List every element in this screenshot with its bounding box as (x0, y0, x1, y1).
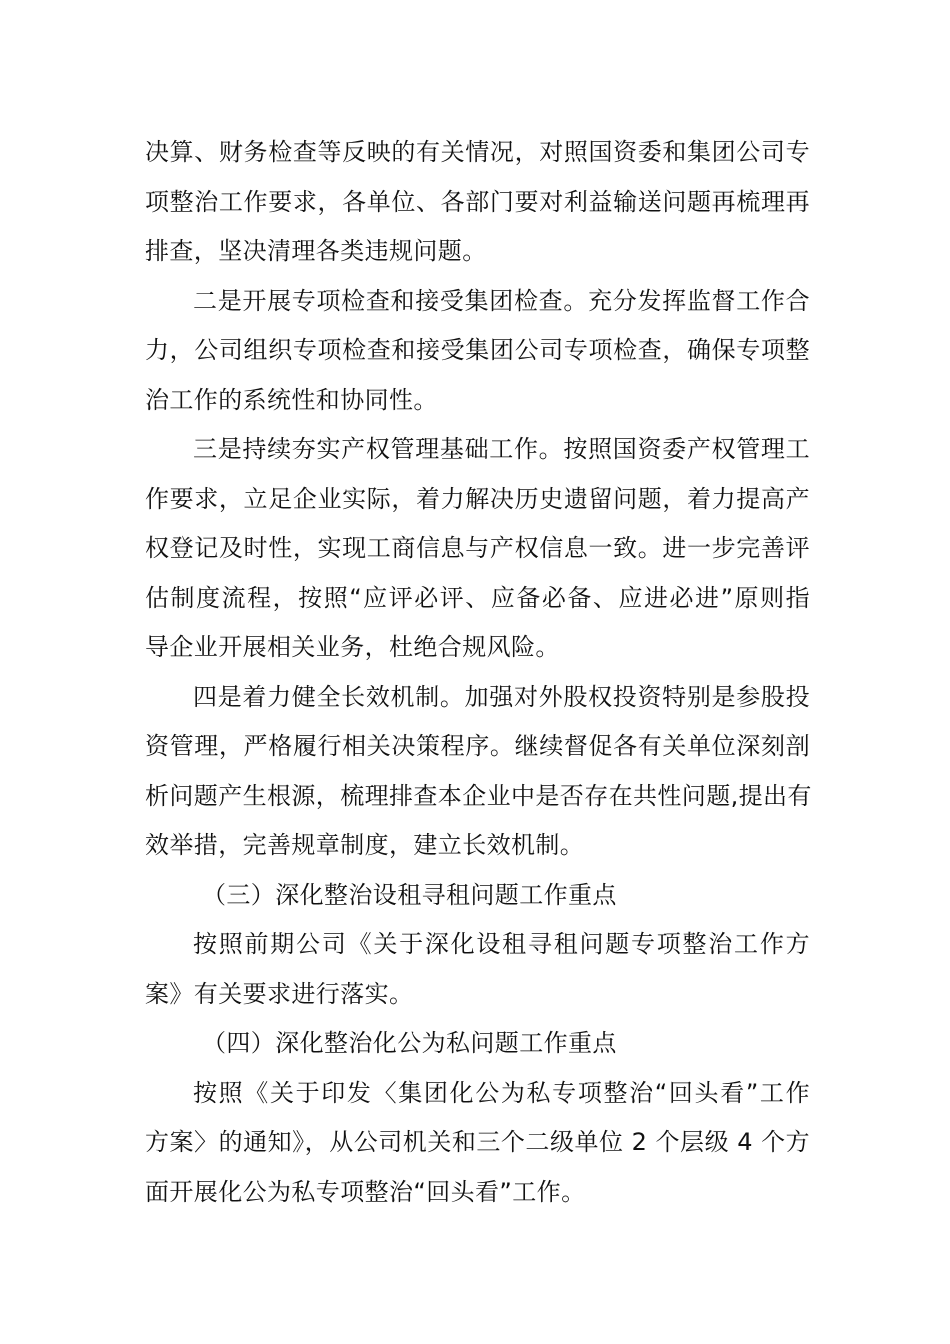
paragraph-line: 估制度流程，按照“应评必评、应备必备、应进必进”原则指 (145, 583, 810, 612)
section-heading: （四）深化整治化公为私问题工作重点 (202, 1029, 617, 1057)
paragraph-line: 治工作的系统性和协同性。 (145, 385, 438, 414)
paragraph-line: 导企业开展相关业务，杜绝合规风险。 (145, 633, 560, 661)
paragraph-first-line: 按照《关于印发〈集团化公为私专项整治“回头看”工作 (193, 1078, 810, 1107)
section-heading: （三）深化整治设租寻租问题工作重点 (202, 880, 617, 909)
paragraph-line: 面开展化公为私专项整治“回头看”工作。 (145, 1177, 586, 1206)
paragraph-line: 权登记及时性，实现工商信息与产权信息一致。进一步完善评 (145, 534, 810, 562)
paragraph-line: 方案〉的通知》，从公司机关和三个二级单位 2 个层级 4 个方 (145, 1128, 810, 1156)
paragraph-line: 作要求，立足企业实际，着力解决历史遗留问题，着力提高产 (145, 484, 810, 513)
paragraph-first-line: 四是着力健全长效机制。加强对外股权投资特别是参股投 (193, 682, 810, 711)
paragraph-first-line: 二是开展专项检查和接受集团检查。充分发挥监督工作合 (193, 286, 810, 315)
paragraph-line: 决算、财务检查等反映的有关情况，对照国资委和集团公司专 (145, 138, 810, 166)
paragraph-line: 析问题产生根源，梳理排查本企业中是否存在共性问题,提出有 (145, 781, 812, 810)
paragraph-line: 效举措，完善规章制度，建立长效机制。 (145, 831, 585, 859)
document-body (145, 128, 810, 1217)
paragraph-line: 力，公司组织专项检查和接受集团公司专项检查，确保专项整 (145, 336, 810, 364)
paragraph-line: 资管理，严格履行相关决策程序。继续督促各有关单位深刻剖 (145, 732, 810, 760)
paragraph-line: 案》有关要求进行落实。 (145, 979, 414, 1008)
paragraph-line: 项整治工作要求，各单位、各部门要对利益输送问题再梳理再 (145, 187, 810, 216)
paragraph-first-line: 三是持续夯实产权管理基础工作。按照国资委产权管理工 (193, 435, 810, 463)
paragraph-line: 排查，坚决清理各类违规问题。 (145, 237, 487, 265)
paragraph-first-line: 按照前期公司《关于深化设租寻租问题专项整治工作方 (193, 930, 810, 958)
